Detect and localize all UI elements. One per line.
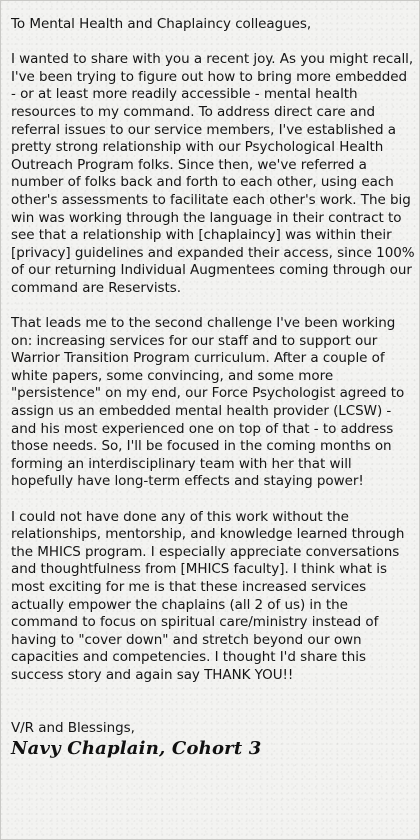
paragraph-spacer xyxy=(11,34,415,52)
paragraph-3: I could not have done any of this work without the relationships, mentorship, and knowledge learned through the MHICS program. I especially appreciate conversations and thoughtfulness from [MHICS faculty]. I think what is most exciting for me is that these increased services actually empower the chaplains (all 2 of us) in the command to focus on spiritual care/ministry instead of having to "cover down" and stretch beyond our own capacities and competencies. I thought I'd share this success story and again say THANK YOU!! xyxy=(11,508,405,683)
paragraph-2: That leads me to the second challenge I've been working on: increasing services for our staff and to support our Warrior Transition Program curriculum. After a couple of white papers, some convincing, and some more "persistence" on my end, our Force Psychologist agreed to assign us an embedded mental health provider (LCSW) - and his most experienced one on top of that - to address those needs. So, I'll be focused in the coming months on forming an interdisciplinary team with her that will hopefully have long-term effects and staying power! xyxy=(11,315,405,490)
paragraph-spacer xyxy=(11,491,415,509)
paragraph-1: I wanted to share with you a recent joy. As you might recall, I've been trying to figure out how to bring more embedded - or at least more readily accessible - mental health resources to my command. To address direct care and referral issues to our service members, I've established a pretty strong relationship with our Psychological Health Outreach Program folks. Since then, we've referred a number of folks back and forth to each other, using each other's assessments to facilitate each other's work. The big win was working through the language in their contract to see that a relationship with [chaplaincy] was within their [privacy] guidelines and expanded their access, since 100% of our returning Individual Augmentees coming through our command are Reservists. xyxy=(11,51,415,296)
closing-spacer xyxy=(11,685,415,720)
salutation: To Mental Health and Chaplaincy colleagues, xyxy=(11,16,312,32)
letter-body xyxy=(11,16,415,760)
paragraph-spacer xyxy=(11,298,415,316)
closing: V/R and Blessings, xyxy=(11,719,135,736)
signature: Navy Chaplain, Cohort 3 xyxy=(11,738,262,760)
